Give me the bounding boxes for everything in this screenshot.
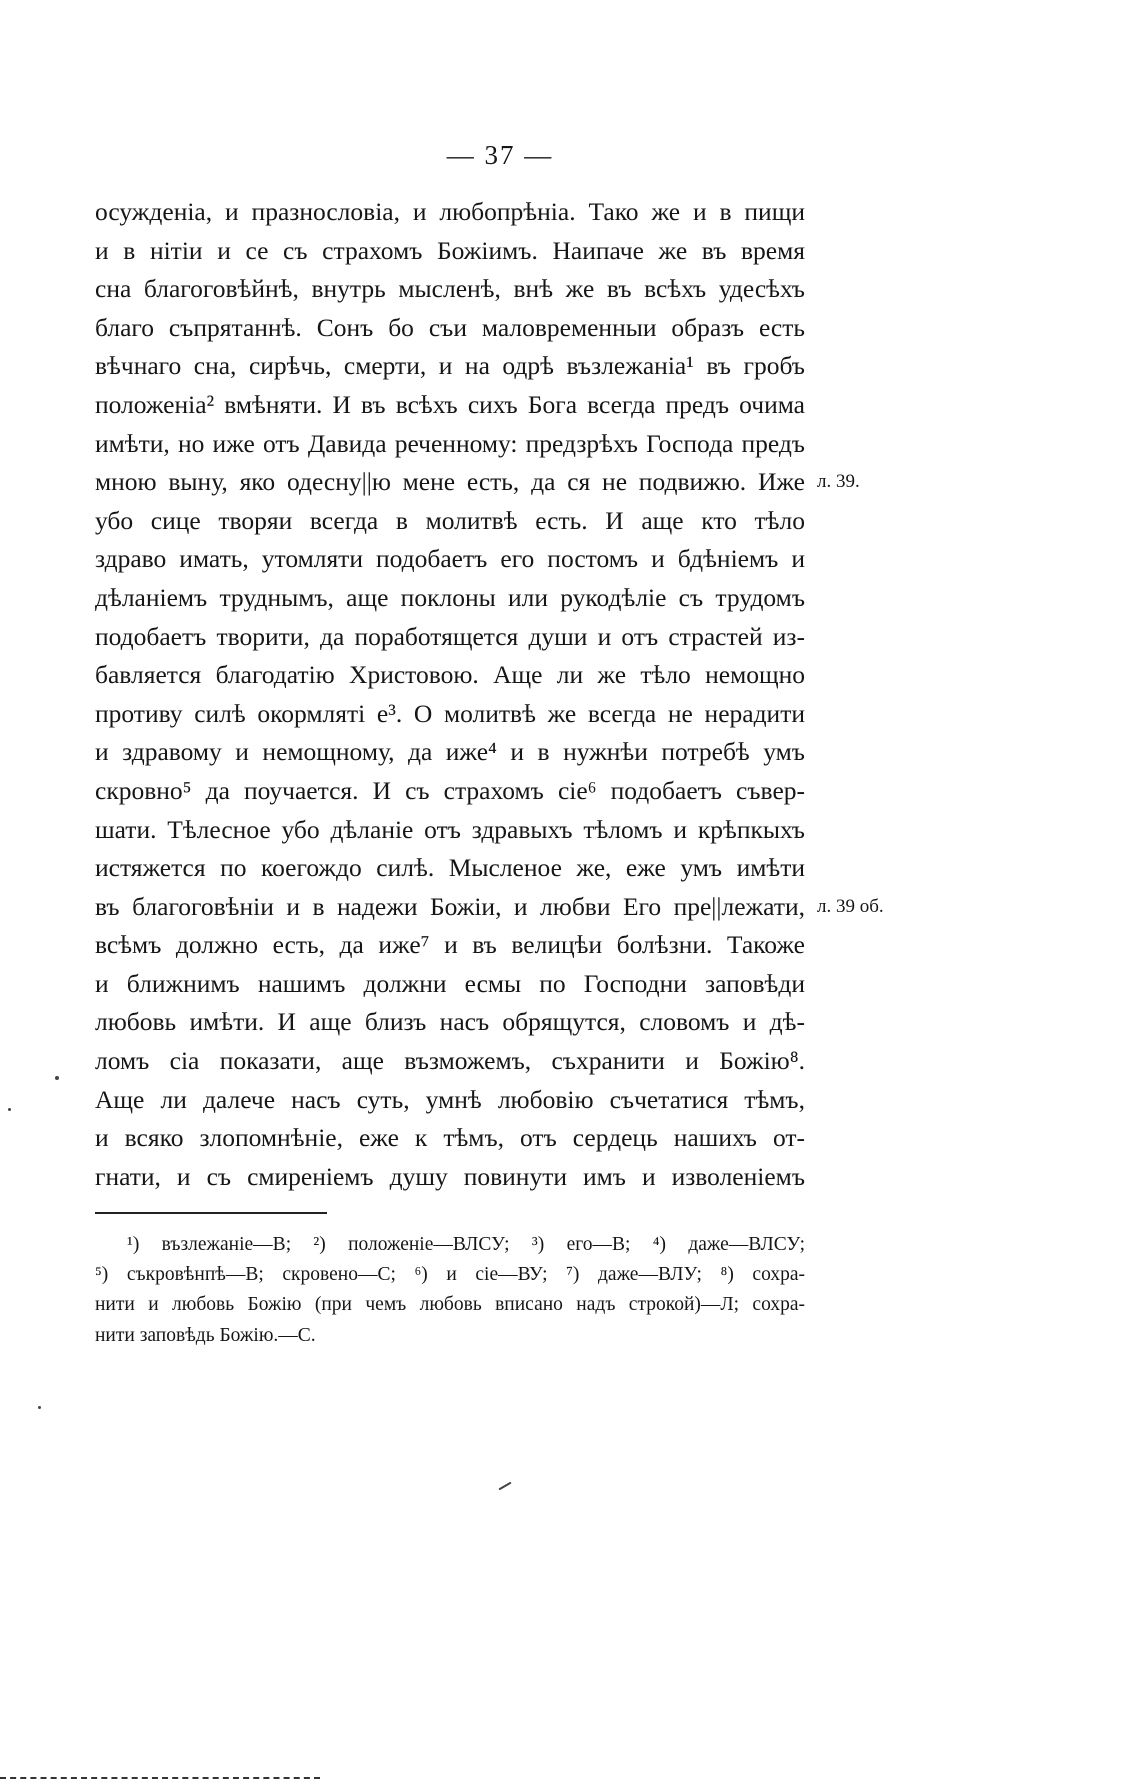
text-line: шати. Тѣлесное убо дѣланіе отъ здравыхъ тѣломъ и крѣпкыхъ — [95, 814, 805, 844]
text-line: убо сице творяи всегда в молитвѣ есть. И аще кто тѣло — [95, 505, 805, 535]
text-line: дѣланіемъ труднымъ, аще поклоны или рукодѣліе съ трудомъ — [95, 582, 805, 612]
footnote-line: нити заповѣдь Божію.—С. — [95, 1324, 316, 1346]
text-line: противу силѣ окормляті е³. О молитвѣ же всегда не нерадити — [95, 698, 805, 728]
text-line: истяжется по коегождо силѣ. Мысленое же, еже умъ имѣти — [95, 853, 805, 883]
scan-speck — [8, 1108, 11, 1111]
scan-speck — [55, 1076, 59, 1080]
text-line: и всяко злопомнѣніе, еже к тѣмъ, отъ сердець нашихъ от- — [95, 1123, 805, 1153]
folio-margin-note: л. 39. — [817, 471, 860, 493]
footnote-line: ⁵) съкровѣнпѣ—В; скровено—С; ⁶) и сіе—ВУ; ⁷) даже—ВЛУ; ⁸) сохра- — [95, 1264, 805, 1286]
text-line: имѣти, но иже отъ Давида реченному: предзрѣхъ Господа предъ — [95, 428, 805, 458]
text-line: вѣчнаго сна, сирѣчь, смерти, и на одрѣ възлежаніа¹ въ гробъ — [95, 351, 805, 381]
scan-speck — [498, 1482, 511, 1491]
text-line: здраво имать, утомляти подобаетъ его постомъ и бдѣніемъ и — [95, 544, 805, 574]
text-line: осужденіа, и празнословіа, и любопрѣніа. Тако же и в пищи — [95, 197, 805, 226]
footnote-line: ¹) възлежаніе—В; ²) положеніе—ВЛСУ; ³) его—В; ⁴) даже—ВЛСУ; — [127, 1234, 805, 1255]
text-line: мною выну, яко одесну||ю мене есть, да ся не подвижю. Иже л. 39. — [95, 463, 805, 502]
text-line: подобаетъ творити, да поработящется души и отъ страстей из- — [95, 621, 805, 651]
folio-margin-note: л. 39 об. — [817, 895, 884, 917]
text-line: и ближнимъ нашимъ должни есмы по Господни заповѣди — [95, 968, 805, 998]
scan-speck — [38, 1406, 41, 1409]
text-line: сна благоговѣйнѣ, внутрь мысленѣ, внѣ же въ всѣхъ удесѣхъ — [95, 274, 805, 304]
text-line: гнати, и съ смиреніемъ душу повинути имъ и изволеніемъ — [95, 1161, 805, 1191]
page-number: — 37 — — [446, 140, 554, 170]
text-line: въ благоговѣніи и в надежи Божіи, и любви Его пре||лежати, л. 39 об. — [95, 888, 805, 927]
text-line: и здравому и немощному, да иже⁴ и в нужнѣи потребѣ умъ — [95, 737, 805, 767]
text-line: любовь имѣти. И аще близъ насъ обрящутся, словомъ и дѣ- — [95, 1007, 805, 1037]
text-line: и в нітіи и се съ страхомъ Божіимъ. Наипаче же въ время — [95, 235, 805, 265]
text-line: скровно⁵ да поучается. И съ страхомъ сіе⁶ подобаетъ съвер- — [95, 775, 805, 805]
body-text — [95, 193, 884, 1196]
footnote-line: нити и любовь Божію (при чемъ любовь вписано надъ строкой)—Л; сохра- — [95, 1294, 805, 1316]
text-line: Аще ли далече насъ суть, умнѣ любовію съчетатися тѣмъ, — [95, 1084, 805, 1114]
text-line: благо съпрятаннѣ. Сонъ бо съи маловременныи образъ есть — [95, 312, 805, 342]
text-line: всѣмъ должно есть, да иже⁷ и въ велицѣи болѣзни. Такоже — [95, 930, 805, 960]
scan-edge-mark — [0, 1777, 320, 1779]
text-line: ломъ сіа показати, аще възможемъ, съхранити и Божію⁸. — [95, 1046, 805, 1076]
text-line: бавляется благодатію Христовою. Аще ли же тѣло немощно — [95, 660, 805, 690]
footnotes — [95, 1230, 805, 1351]
text-line: положеніа² вмѣняти. И въ всѣхъ сихъ Бога всегда предъ очима — [95, 389, 805, 419]
footnote-rule — [95, 1212, 327, 1214]
